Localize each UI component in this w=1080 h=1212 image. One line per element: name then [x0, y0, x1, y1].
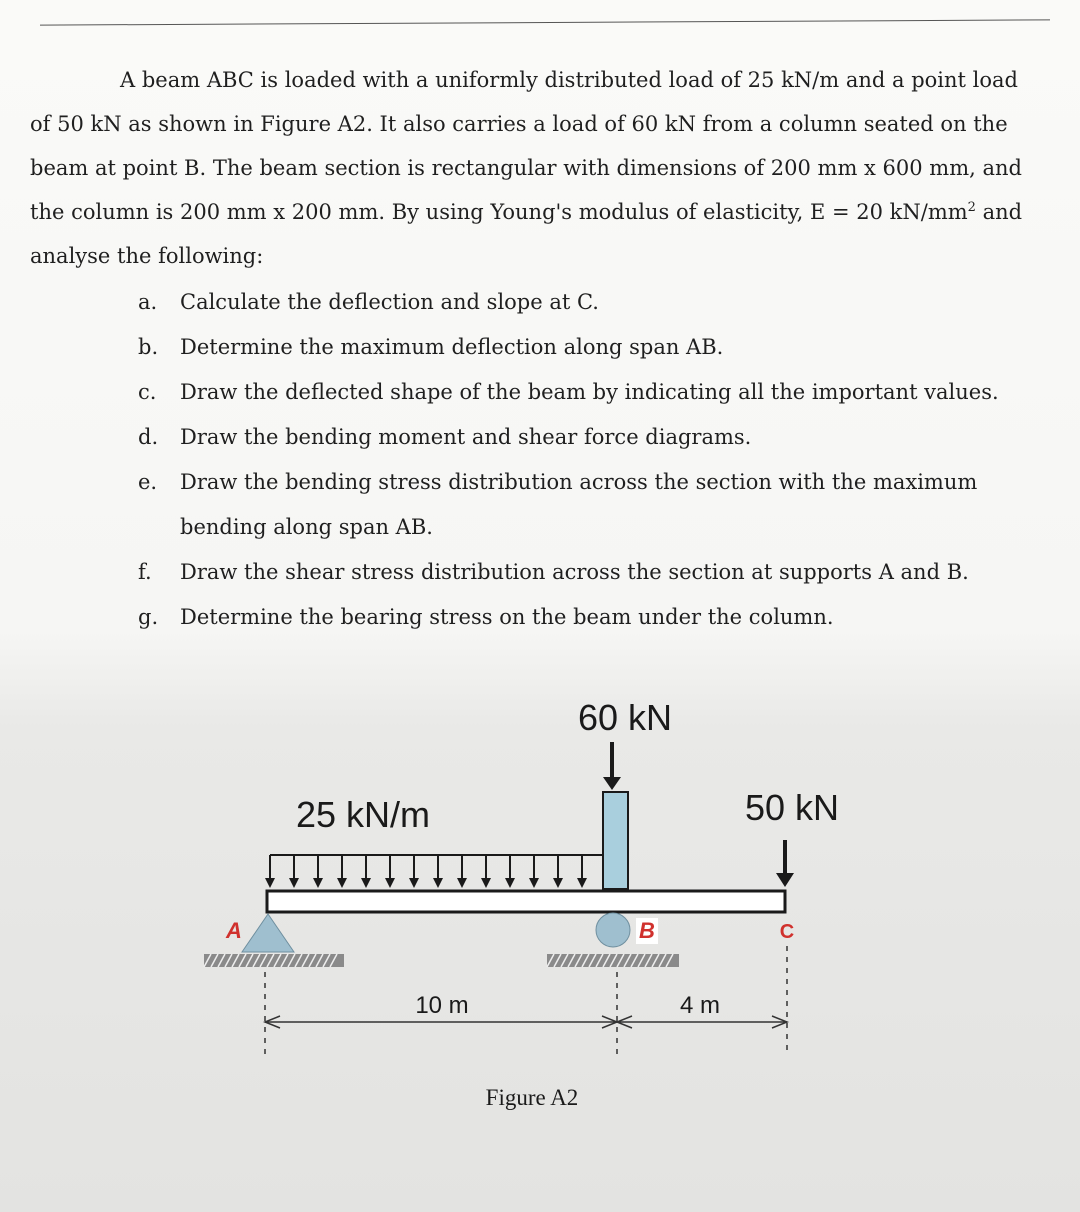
- question-label: a.: [138, 290, 158, 314]
- point-load-arrow-head: [776, 873, 794, 887]
- question-item: [30, 415, 1035, 460]
- question-text: Calculate the deflection and slope at C.: [180, 290, 599, 314]
- question-item: [30, 550, 1035, 595]
- point-a-label: A: [226, 918, 242, 943]
- figure-caption: Figure A2: [485, 1085, 579, 1110]
- question-text: Determine the maximum deflection along span AB.: [180, 335, 724, 359]
- column-load-label: 60 kN: [577, 697, 673, 738]
- question-label: b.: [138, 335, 159, 359]
- question-label: e.: [138, 470, 158, 494]
- point-b-label: B: [639, 918, 655, 943]
- question-list: [30, 280, 1035, 640]
- question-text: Determine the bearing stress on the beam under the column.: [180, 605, 834, 629]
- udl-arrow-head: [433, 878, 443, 888]
- question-label: d.: [138, 425, 159, 449]
- question-text: Draw the bending moment and shear force diagrams.: [180, 425, 752, 449]
- udl-arrow-head: [529, 878, 539, 888]
- ground-a: [204, 954, 344, 967]
- pin-support-a: [242, 914, 294, 952]
- point-c-label: C: [779, 921, 795, 943]
- question-text: Draw the deflected shape of the beam by indicating all the important values.: [180, 380, 999, 404]
- question-item: [30, 370, 1035, 415]
- question-label: f.: [138, 560, 152, 584]
- column: [603, 792, 628, 889]
- superscript: 2: [967, 200, 976, 215]
- problem-intro: A beam ABC is loaded with a uniformly distributed load of 25 kN/m and a point load of 50 kN as shown in Figure A2. It also carries a load of 60 kN from a column seated on the beam at point B. The beam section is rectangular with dimensions of 200 mm x 600 mm, and the column is 200 mm x 200 mm. By using Young's modulus of elasticity, E = 20 $kN/mm^2$ and analyse the following:: [30, 68, 1023, 268]
- udl-arrow-head: [481, 878, 491, 888]
- question-item: [30, 460, 1035, 550]
- udl-label: 25 kN/m: [295, 794, 431, 835]
- udl-arrow-head: [457, 878, 467, 888]
- question-item: [30, 280, 1035, 325]
- udl-arrows: [265, 855, 587, 888]
- udl-arrow-head: [577, 878, 587, 888]
- question-item: [30, 325, 1035, 370]
- top-rule: [40, 19, 1050, 25]
- udl-arrow-head: [313, 878, 323, 888]
- udl-arrow-head: [265, 878, 275, 888]
- figure-a2: [0, 680, 1080, 1120]
- span-bc-label: 4 m: [679, 992, 721, 1019]
- point-load-label: 50 kN: [744, 787, 840, 828]
- udl-arrow-head: [553, 878, 563, 888]
- question-label: g.: [138, 605, 159, 629]
- udl-arrow-head: [361, 878, 371, 888]
- question-text: Draw the shear stress distribution across the section at supports A and B.: [180, 560, 969, 584]
- problem-text: [30, 58, 1035, 640]
- question-text: Draw the bending stress distribution across the section with the maximum bending along span AB.: [180, 470, 978, 539]
- roller-support-b: [596, 913, 630, 947]
- udl-arrow-head: [337, 878, 347, 888]
- question-label: c.: [138, 380, 157, 404]
- column-load-arrow-head: [603, 777, 621, 790]
- beam-abc: [267, 891, 785, 912]
- udl-arrow-head: [385, 878, 395, 888]
- span-ab-label: 10 m: [415, 992, 469, 1019]
- question-item: [30, 595, 1035, 640]
- udl-arrow-head: [289, 878, 299, 888]
- udl-arrow-head: [505, 878, 515, 888]
- udl-arrow-head: [409, 878, 419, 888]
